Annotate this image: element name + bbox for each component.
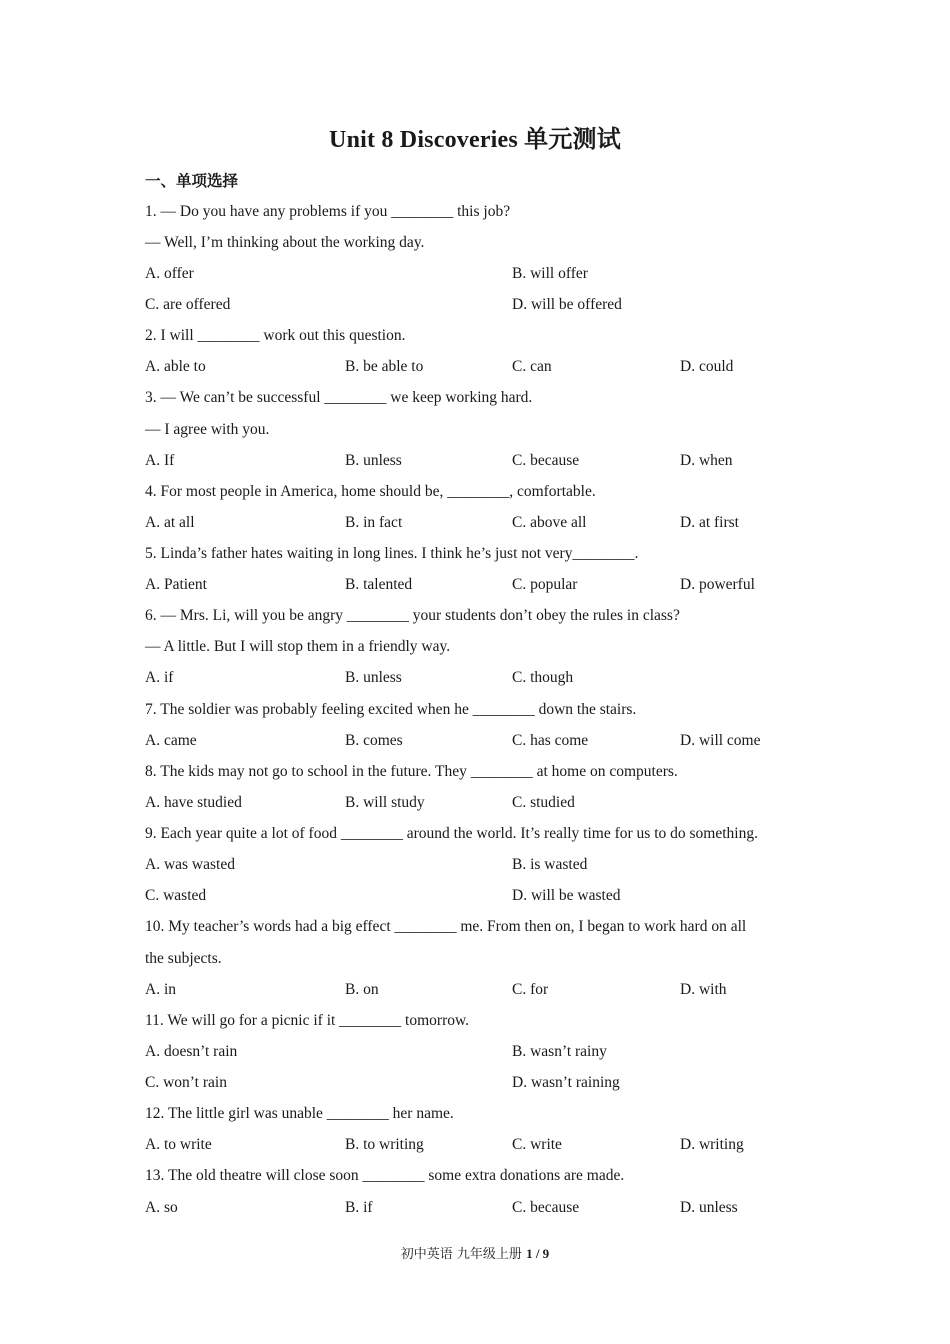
option-c: C. has come [512,732,589,749]
options-row [145,294,825,316]
option-a: A. have studied [145,794,242,811]
options-row [145,1134,825,1156]
option-d: D. could [680,358,734,375]
option-b: B. in fact [345,514,403,531]
option-a: A. doesn’t rain [145,1043,238,1060]
option-c: C. wasted [145,887,207,904]
question-text: 8. The kids may not go to school in the future. They ________ at home on computers. [145,763,678,780]
option-a: A. If [145,452,175,469]
footer-text: 初中英语 九年级上册 [400,1247,527,1262]
option-b: B. on [345,981,379,998]
question-text: 10. My teacher’s words had a big effect ________ me. From then on, I began to work hard on all [145,918,747,935]
section-heading: 一、单项选择 [145,172,239,190]
option-c: C. can [512,358,552,375]
option-a: A. was wasted [145,856,235,873]
option-c: C. won’t rain [145,1074,227,1091]
option-d: D. with [680,981,727,998]
option-b: B. comes [345,732,403,749]
option-b: B. wasn’t rainy [512,1043,607,1060]
question-text: 6. — Mrs. Li, will you be angry ________ your students don’t obey the rules in class? [145,607,680,624]
option-d: D. powerful [680,576,755,593]
question-text: 5. Linda’s father hates waiting in long lines. I think he’s just not very________. [145,545,639,562]
options-row [145,1197,825,1219]
option-a: A. at all [145,514,195,531]
option-b: B. be able to [345,358,424,375]
option-c: C. above all [512,514,587,531]
option-a: A. so [145,1199,178,1216]
option-b: B. unless [345,669,402,686]
options-row [145,512,825,534]
option-c: C. popular [512,576,578,593]
option-c: C. for [512,981,549,998]
option-c: C. are offered [145,296,231,313]
option-c: C. write [512,1136,562,1153]
question-text: — Well, I’m thinking about the working day. [145,234,425,251]
question-text: 1. — Do you have any problems if you ________ this job? [145,203,511,220]
option-b: B. talented [345,576,413,593]
question-text: 13. The old theatre will close soon ________ some extra donations are made. [145,1167,625,1184]
question-text: 3. — We can’t be successful ________ we keep working hard. [145,389,533,406]
option-c: C. because [512,1199,580,1216]
page-title: Unit 8 Discoveries 单元测试 [329,127,621,153]
options-row [145,263,825,285]
option-a: A. able to [145,358,206,375]
question-text: 11. We will go for a picnic if it ________ tomorrow. [145,1012,470,1029]
option-b: B. is wasted [512,856,588,873]
options-row [145,356,825,378]
option-a: A. offer [145,265,194,282]
options-row [145,979,825,1001]
question-text: 9. Each year quite a lot of food ________ around the world. It’s really time for us to do something. [145,825,758,842]
option-d: D. when [680,452,733,469]
option-a: A. if [145,669,174,686]
options-row [145,854,825,876]
question-text: 4. For most people in America, home should be, ________, comfortable. [145,483,596,500]
options-row [145,730,825,752]
options-row [145,1041,825,1063]
options-row [145,450,825,472]
option-b: B. if [345,1199,373,1216]
question-text: — A little. But I will stop them in a friendly way. [145,638,451,655]
option-b: B. will study [345,794,425,811]
option-b: B. to writing [345,1136,424,1153]
options-row [145,667,825,689]
option-a: A. in [145,981,176,998]
option-d: D. will be wasted [512,887,621,904]
question-text: 7. The soldier was probably feeling excited when he ________ down the stairs. [145,701,637,718]
option-d: D. will come [680,732,761,749]
page-footer [0,1244,950,1265]
question-text: 12. The little girl was unable ________ her name. [145,1105,454,1122]
page-number: 1 / 9 [526,1246,550,1261]
option-d: D. writing [680,1136,744,1153]
question-text: — I agree with you. [145,421,270,438]
option-b: B. will offer [512,265,588,282]
option-d: D. will be offered [512,296,622,313]
option-a: A. to write [145,1136,212,1153]
option-d: D. at first [680,514,739,531]
options-row [145,574,825,596]
options-row [145,885,825,907]
question-text: 2. I will ________ work out this question. [145,327,406,344]
option-b: B. unless [345,452,402,469]
option-d: D. wasn’t raining [512,1074,620,1091]
option-c: C. though [512,669,574,686]
option-c: C. because [512,452,580,469]
option-a: A. came [145,732,197,749]
option-d: D. unless [680,1199,738,1216]
question-text: the subjects. [145,950,222,967]
options-row [145,792,825,814]
option-c: C. studied [512,794,575,811]
option-a: A. Patient [145,576,207,593]
options-row [145,1072,825,1094]
